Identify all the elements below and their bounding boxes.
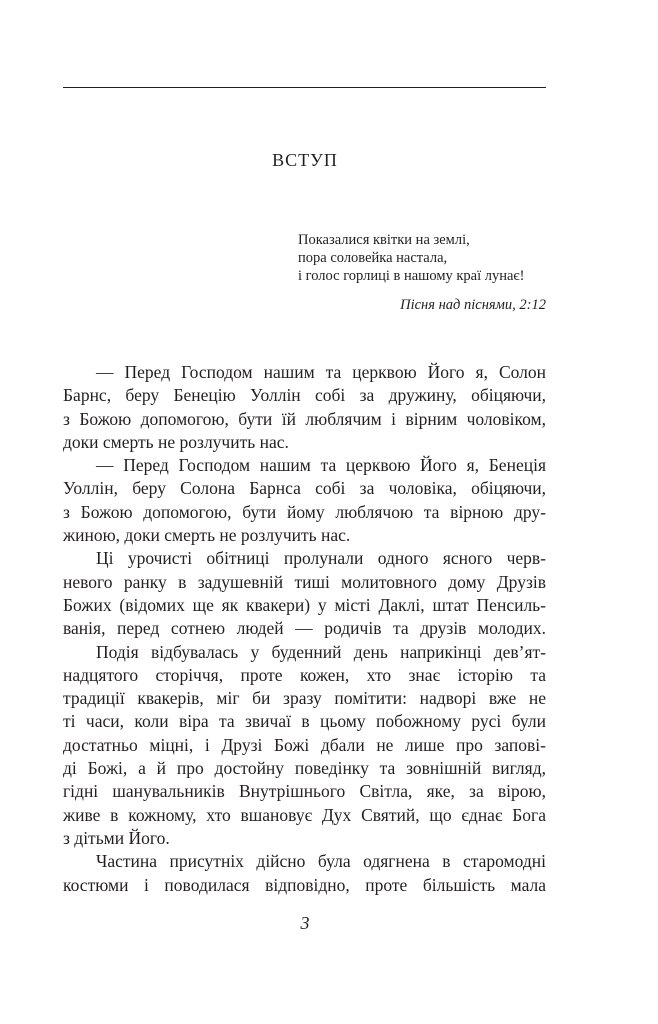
- text-line: ті часи, коли віра та звичаї в цьому побожному русі були: [63, 711, 546, 732]
- text-line: гідні шанувальників Внутрішнього Світла, яке, за вірою,: [63, 781, 546, 802]
- text-line: достатньо міцні, і Друзі Божі дбали не лише про запові-: [63, 734, 546, 755]
- epigraph-line: пора соловейка настала,: [298, 250, 448, 266]
- text-line: з Божою допомогою, бути йому люблячою та вірною дру-: [63, 501, 546, 522]
- text-line: доки смерть не розлучить нас.: [63, 431, 289, 452]
- text-line: з дітьми Його.: [63, 827, 170, 848]
- text-line: традиції квакерів, міг би зразу помітити: надворі вже не: [63, 688, 546, 709]
- text-line: ванія, перед сотнею людей — родичів та друзів молодих.: [63, 618, 546, 639]
- text-line: Уоллін, беру Солона Барнса собі за чоловіка, обіцяючи,: [63, 478, 546, 499]
- text-line: — Перед Господом нашим та церквою Його я, Солон: [96, 362, 546, 382]
- text-line: Подія відбувалась у буденний день наприкінці дев’ят-: [96, 641, 546, 662]
- text-line: живе в кожному, хто вшановує Дух Святий, що єднає Бога: [63, 804, 546, 825]
- text-line: Божих (відомих ще як квакери) у місті Даклі, штат Пенсиль-: [63, 594, 546, 615]
- chapter-title: ВСТУП: [272, 150, 338, 170]
- page-number: 3: [300, 913, 310, 933]
- epigraph: [298, 231, 525, 285]
- text-line: костюми і поводилася відповідно, проте більшість мала: [63, 874, 546, 895]
- text-line: невого ранку в задушевній тиші молитовного дому Друзів: [63, 571, 546, 592]
- epigraph-line: і голос горлиці в нашому краї лунає!: [298, 268, 525, 284]
- text-line: з Божою допомогою, бути їй люблячим і вірним чоловіком,: [63, 408, 546, 429]
- text-line: Частина присутніх дійсно була одягнена в старомодні: [96, 851, 546, 872]
- body-text: [63, 361, 546, 897]
- text-line: Ці урочисті обітниці пролунали одного ясного черв-: [96, 548, 546, 569]
- epigraph-citation: Пісня над піснями, 2:12: [400, 297, 546, 313]
- text-line: ді Божі, а й про достойну поведінку та зовнішній вигляд,: [63, 758, 546, 779]
- text-line: — Перед Господом нашим та церквою Його я, Бенеція: [96, 455, 546, 476]
- header-rule: [63, 87, 546, 88]
- epigraph-line: Показалися квітки на землі,: [298, 232, 470, 248]
- text-line: жиною, доки смерть не розлучить нас.: [63, 525, 351, 546]
- text-line: надцятого сторіччя, проте кожен, хто знає історію та: [63, 664, 546, 685]
- text-line: Барнс, беру Бенецію Уоллін собі за дружину, обіцяючи,: [63, 385, 546, 406]
